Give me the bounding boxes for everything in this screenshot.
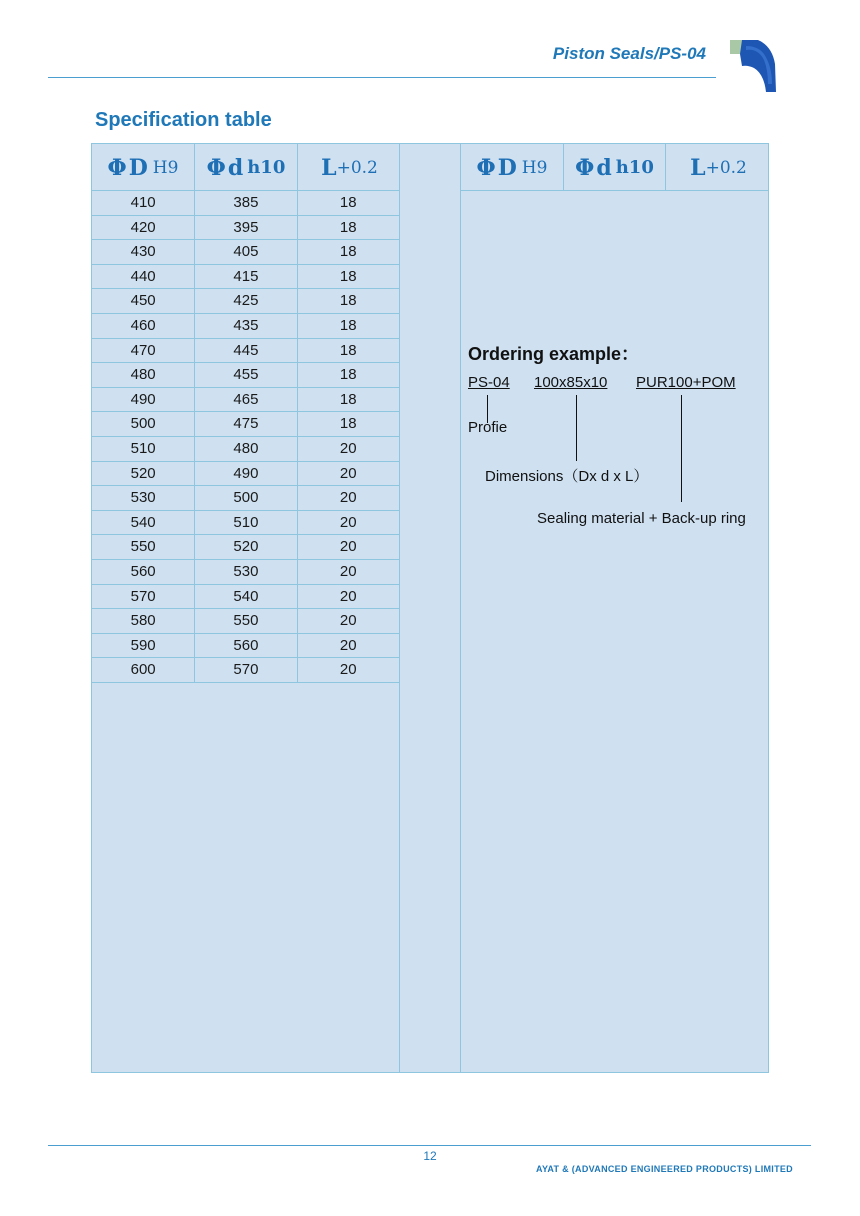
table-row [92, 363, 399, 388]
cell-outer-diameter: 480 [130, 366, 156, 384]
cell-outer-diameter: 460 [130, 316, 156, 334]
cell-length: 18 [297, 216, 399, 240]
table-row [92, 289, 399, 314]
cell-length: 20 [297, 535, 399, 559]
table-row [92, 412, 399, 437]
cell-length: 18 [297, 265, 399, 289]
cell-inner-diameter: 455 [194, 363, 296, 387]
header-cell-length [666, 144, 769, 191]
cell-outer-diameter: 580 [130, 612, 156, 630]
header-main: L [690, 154, 706, 181]
cell-length: 18 [297, 314, 399, 338]
cell-length: 20 [297, 585, 399, 609]
header-main: L [321, 154, 337, 181]
table-row [92, 511, 399, 536]
header-main: d [596, 154, 612, 181]
cell-length: 18 [297, 240, 399, 264]
table-row [92, 437, 399, 462]
header-sub: h10 [615, 157, 654, 178]
cell-outer-diameter: 440 [130, 267, 156, 285]
cell-inner-diameter: 395 [194, 216, 296, 240]
cell-length: 20 [297, 609, 399, 633]
cell-length: 20 [297, 437, 399, 461]
table-row [92, 486, 399, 511]
cell-length: 18 [297, 388, 399, 412]
header-main: D [497, 154, 517, 181]
phi-symbol: Φ [206, 154, 226, 181]
cell-length: 20 [297, 560, 399, 584]
table-row [92, 265, 399, 290]
cell-inner-diameter: 435 [194, 314, 296, 338]
table-row [92, 339, 399, 364]
cell-inner-diameter: 415 [194, 265, 296, 289]
table-row [92, 560, 399, 585]
cell-outer-diameter: 490 [130, 390, 156, 408]
ordering-example-title: Ordering example： [468, 344, 640, 364]
cell-outer-diameter: 600 [130, 661, 156, 679]
cell-inner-diameter: 475 [194, 412, 296, 436]
table-row [92, 634, 399, 659]
cell-inner-diameter: 490 [194, 462, 296, 486]
header-cell-inner-diameter [195, 144, 297, 191]
phi-symbol: Φ [107, 154, 127, 181]
cell-outer-diameter: 560 [130, 562, 156, 580]
table-row [92, 240, 399, 265]
header-divider [48, 77, 716, 78]
cell-inner-diameter: 540 [194, 585, 296, 609]
cell-length: 18 [297, 191, 399, 215]
leader-line-material [681, 395, 682, 502]
phi-symbol: Φ [476, 154, 496, 181]
cell-outer-diameter: 540 [130, 513, 156, 531]
cell-inner-diameter: 385 [194, 191, 296, 215]
page-number: 12 [423, 1149, 437, 1163]
cell-length: 18 [297, 363, 399, 387]
code-dimensions: 100x85x10 [534, 374, 608, 391]
cell-inner-diameter: 550 [194, 609, 296, 633]
cell-inner-diameter: 445 [194, 339, 296, 363]
table-row [92, 535, 399, 560]
cell-length: 20 [297, 462, 399, 486]
cell-inner-diameter: 520 [194, 535, 296, 559]
cell-length: 20 [297, 486, 399, 510]
table-row [92, 462, 399, 487]
phi-symbol: Φ [575, 154, 595, 181]
cell-outer-diameter: 470 [130, 341, 156, 359]
cell-length: 20 [297, 658, 399, 682]
table-row [92, 314, 399, 339]
label-dimensions: Dimensions（Dx d x L） [485, 468, 649, 485]
cell-length: 18 [297, 289, 399, 313]
cell-length: 20 [297, 634, 399, 658]
cell-inner-diameter: 500 [194, 486, 296, 510]
piston-seal-icon [728, 38, 778, 94]
cell-outer-diameter: 500 [130, 415, 156, 433]
cell-outer-diameter: 530 [130, 489, 156, 507]
table-body [92, 191, 399, 683]
specification-table [91, 143, 769, 1073]
cell-inner-diameter: 510 [194, 511, 296, 535]
table-row [92, 609, 399, 634]
label-material: Sealing material + Back-up ring [537, 510, 746, 527]
table-row [92, 585, 399, 610]
header-sub: H9 [152, 157, 179, 178]
cell-outer-diameter: 570 [130, 587, 156, 605]
cell-length: 18 [297, 412, 399, 436]
header-sub: h10 [247, 157, 286, 178]
cell-outer-diameter: 520 [130, 464, 156, 482]
cell-outer-diameter: 510 [130, 439, 156, 457]
header-tolerance: +0.2 [705, 157, 747, 178]
cell-inner-diameter: 465 [194, 388, 296, 412]
label-profile: Profie [468, 419, 508, 436]
cell-outer-diameter: 410 [130, 194, 156, 211]
header-cell-outer-diameter [461, 144, 563, 191]
header-tolerance: +0.2 [336, 157, 378, 178]
code-profile: PS-04 [468, 374, 510, 391]
header-cell-inner-diameter [564, 144, 665, 191]
cell-outer-diameter: 420 [130, 218, 156, 236]
code-material: PUR100+POM [636, 374, 736, 391]
cell-inner-diameter: 530 [194, 560, 296, 584]
grid-line [399, 144, 400, 1072]
company-name: AYAT & (ADVANCED ENGINEERED PRODUCTS) LIMITED [535, 1164, 793, 1174]
footer-divider [48, 1145, 811, 1146]
page-header-title: Piston Seals/PS-04 [552, 44, 706, 63]
cell-outer-diameter: 550 [130, 538, 156, 556]
cell-inner-diameter: 560 [194, 634, 296, 658]
header-main: D [128, 154, 148, 181]
cell-inner-diameter: 425 [194, 289, 296, 313]
section-title: Specification table [95, 109, 272, 131]
cell-outer-diameter: 430 [130, 243, 156, 261]
cell-inner-diameter: 480 [194, 437, 296, 461]
table-row [92, 388, 399, 413]
header-main: d [227, 154, 244, 181]
header-cell-length [298, 144, 399, 191]
cell-outer-diameter: 590 [130, 636, 156, 654]
leader-line-dimensions [576, 395, 577, 461]
header-sub: H9 [521, 157, 548, 178]
header-cell-outer-diameter [92, 144, 194, 191]
cell-length: 20 [297, 511, 399, 535]
cell-outer-diameter: 450 [130, 292, 156, 310]
grid-line [460, 144, 461, 1072]
cell-inner-diameter: 405 [194, 240, 296, 264]
table-row [92, 191, 399, 216]
table-row [92, 216, 399, 241]
cell-length: 18 [297, 339, 399, 363]
cell-inner-diameter: 570 [194, 658, 296, 682]
table-row [92, 658, 399, 683]
